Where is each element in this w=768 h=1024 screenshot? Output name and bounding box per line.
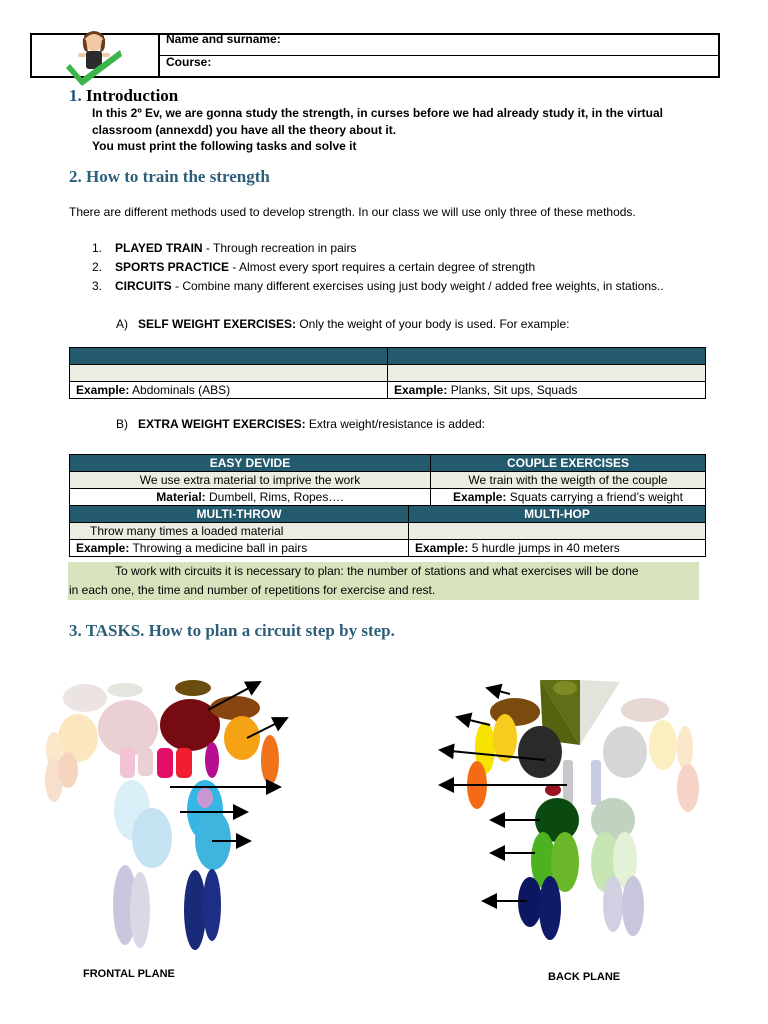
example-label: Example:	[76, 541, 130, 555]
example-label: Example:	[394, 383, 448, 397]
table-cell	[70, 540, 409, 557]
note-line-1: To work with circuits it is necessary to plan: the number of stations and what exercises will be done	[115, 564, 639, 578]
method-name: SPORTS PRACTICE	[115, 260, 230, 274]
intro-number: 1.	[69, 86, 82, 105]
note-line-2: in each one, the time and number of repetitions for exercise and rest.	[69, 583, 436, 597]
table-cell	[70, 382, 388, 399]
frontal-muscle-diagram	[40, 670, 300, 965]
table-cell	[409, 523, 706, 540]
section-3-heading: 3. TASKS. How to plan a circuit step by step.	[69, 621, 395, 640]
method-name: PLAYED TRAIN	[115, 241, 203, 255]
table-cell	[388, 382, 706, 399]
table-cell	[70, 489, 431, 506]
intro-paragraph	[92, 105, 722, 155]
intro-line-3: You must print the following tasks and solve it	[92, 139, 357, 153]
extra-weight-text: Extra weight/resistance is added:	[305, 417, 486, 431]
table-row	[70, 365, 706, 382]
self-weight-table	[69, 347, 706, 399]
self-weight-title: SELF WEIGHT EXERCISES:	[138, 317, 297, 331]
method-desc: - Through recreation in pairs	[202, 241, 357, 255]
methods-list	[92, 239, 732, 296]
example-label: Example:	[76, 383, 130, 397]
method-desc: - Combine many different exercises using just body weight / added free weights, in stations..	[171, 279, 664, 293]
table-header-cell: MULTI-HOP	[409, 506, 706, 523]
table-cell	[431, 489, 706, 506]
frontal-plane-label: FRONTAL PLANE	[83, 968, 175, 980]
method-item	[92, 239, 732, 258]
teacher-checkmark-icon	[62, 30, 128, 88]
course-label: Course:	[166, 55, 212, 69]
back-plane-label: BACK PLANE	[548, 971, 621, 983]
header-divider	[160, 55, 720, 56]
table-header-cell: EASY DEVIDE	[70, 455, 431, 472]
table-header-cell	[388, 348, 706, 365]
back-muscle-diagram	[435, 670, 710, 965]
method-desc: - Almost every sport requires a certain degree of strength	[229, 260, 536, 274]
intro-line-2: classroom (annexdd) you have all the theory about it.	[92, 122, 397, 137]
table-row	[70, 523, 706, 540]
example-text: Abdominals (ABS)	[129, 383, 231, 397]
table-row	[70, 489, 706, 506]
table-cell: We use extra material to imprive the work	[70, 472, 431, 489]
table-row	[70, 540, 706, 557]
extra-weight-heading	[116, 417, 485, 431]
intro-line-1: In this 2º Ev, we are gonna study the strength, in curses before we had already study it, in the virtual	[92, 106, 663, 120]
method-name: CIRCUITS	[115, 279, 172, 293]
method-num: 1.	[92, 241, 103, 255]
extra-weight-letter: B)	[116, 417, 128, 431]
extra-weight-table	[69, 454, 706, 506]
name-surname-label: Name and surname:	[166, 32, 281, 46]
section-2-heading: 2. How to train the strength	[69, 167, 270, 186]
table-cell	[388, 365, 706, 382]
table-cell: We train with the weigth of the couple	[431, 472, 706, 489]
extra-weight-title: EXTRA WEIGHT EXERCISES:	[138, 417, 306, 431]
method-num: 2.	[92, 260, 103, 274]
example-text: 5 hurdle jumps in 40 meters	[468, 541, 620, 555]
table-row	[70, 382, 706, 399]
method-item	[92, 277, 732, 296]
table-header-cell: MULTI-THROW	[70, 506, 409, 523]
method-num: 3.	[92, 279, 103, 293]
table-row	[70, 506, 706, 523]
intro-heading	[69, 86, 178, 106]
example-text: Throwing a medicine ball in pairs	[129, 541, 308, 555]
intro-title: Introduction	[86, 86, 179, 105]
self-weight-letter: A)	[116, 317, 128, 331]
circuit-planning-note	[68, 562, 699, 600]
table-cell	[409, 540, 706, 557]
example-text: Squats carrying a friend’s weight	[506, 490, 683, 504]
methods-intro-text: There are different methods used to develop strength. In our class we will use only three of these methods.	[69, 205, 636, 219]
self-weight-text: Only the weight of your body is used. For example:	[296, 317, 570, 331]
example-text: Planks, Sit ups, Squads	[447, 383, 578, 397]
method-item	[92, 258, 732, 277]
self-weight-heading	[116, 317, 569, 331]
table-header-cell	[70, 348, 388, 365]
example-label: Example:	[415, 541, 469, 555]
material-text: Dumbell, Rims, Ropes….	[205, 490, 344, 504]
example-label: Example:	[453, 490, 507, 504]
table-row	[70, 348, 706, 365]
extra-weight-table-lower	[69, 505, 706, 557]
table-row	[70, 455, 706, 472]
material-label: Material:	[156, 490, 206, 504]
table-header-cell: COUPLE EXERCISES	[431, 455, 706, 472]
table-row	[70, 472, 706, 489]
table-cell: Throw many times a loaded material	[70, 523, 409, 540]
table-cell	[70, 365, 388, 382]
